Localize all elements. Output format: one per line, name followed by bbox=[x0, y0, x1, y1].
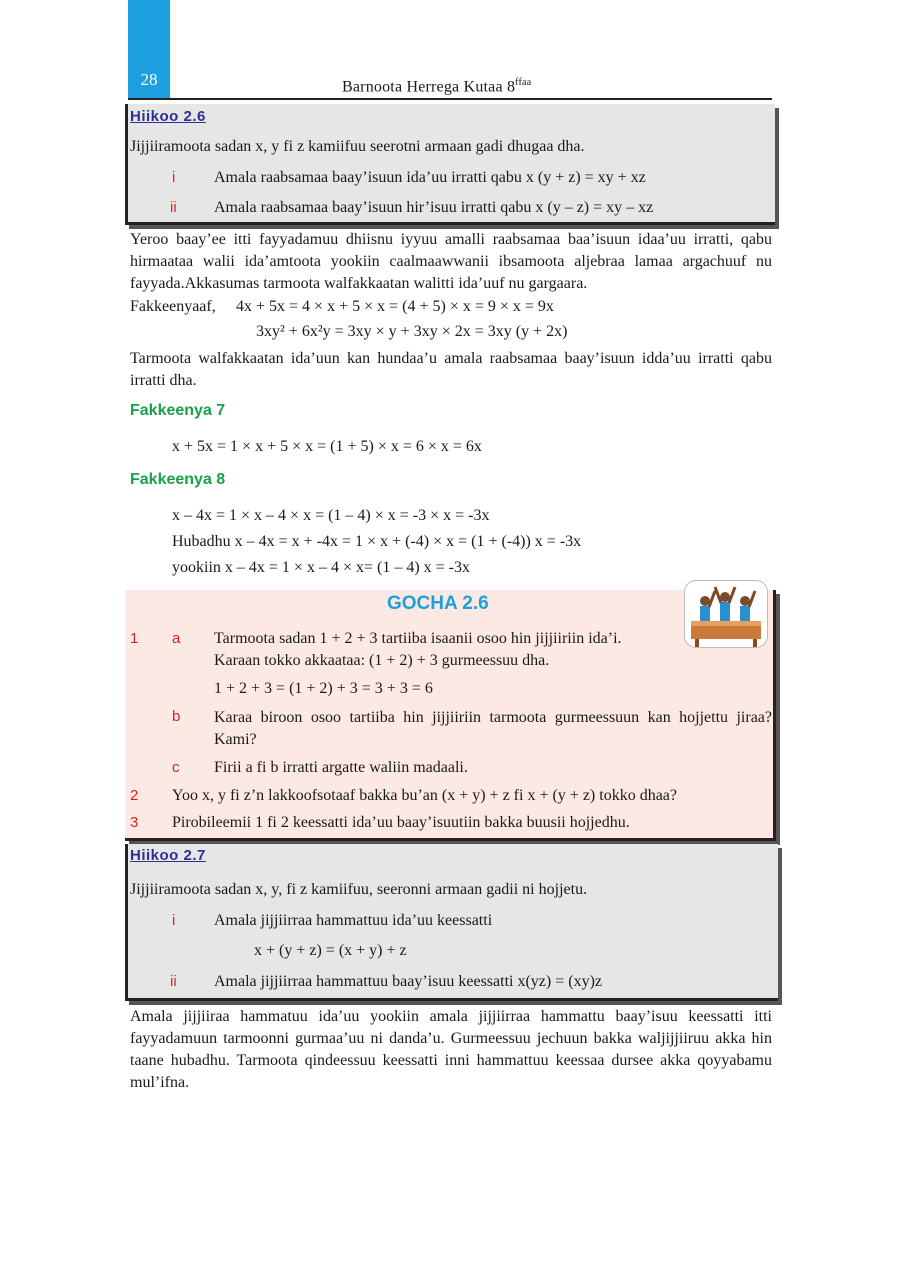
definition-intro: Jijjiiramoota sadan x, y, fi z kamiifuu, seeronni armaan gadii ni hojjetu. bbox=[130, 881, 588, 898]
item-text: Amala raabsamaa baay’isuun hir’isuu irratti qabu x (y – z) = xy – xz bbox=[214, 199, 654, 216]
question-number: 3 bbox=[130, 814, 139, 831]
item-text: Amala raabsamaa baay’isuun ida’uu irratti qabu x (y + z) = xy + xz bbox=[214, 169, 646, 186]
students-illustration-graphic bbox=[685, 581, 767, 647]
question-number: 2 bbox=[130, 787, 139, 804]
question-text: Karaan tokko akkaataa: (1 + 2) + 3 gurmeessuu dha. bbox=[214, 652, 550, 669]
item-text: Amala jijjiirraa hammattuu ida’uu keessatti bbox=[214, 912, 493, 929]
item-label: i bbox=[172, 169, 176, 186]
question-text: Pirobileemii 1 fi 2 keessatti ida’uu baay’isuutiin bakka buusii hojjedhu. bbox=[172, 814, 630, 831]
activity-title: GOCHA 2.6 bbox=[387, 593, 489, 614]
item-label: i bbox=[172, 912, 176, 929]
paragraph: Tarmoota walfakkaatan ida’uun kan hundaa’u amala raabsamaa baay’isuun idda’uu irratti qabu irratti dha. bbox=[130, 350, 772, 389]
running-title-superscript: ffaa bbox=[515, 77, 532, 88]
definition-title: Hiikoo 2.6 bbox=[130, 108, 206, 125]
example-equation: x + 5x = 1 × x + 5 × x = (1 + 5) × x = 6 × x = 6x bbox=[172, 438, 482, 455]
paragraph: Yeroo baay’ee itti fayyadamuu dhiisnu iyyuu amalli raabsamaa baa’isuun idaa’uu irratti, qabu hirmaataa walii ida’amtoota yookiin caalmaawwanii ibsamoota aljebraa lamaa argachuuf nu fayyada.Akkasumas tarmoota walfakkaatan walitti ida’uuf nu gargaara. bbox=[130, 231, 772, 292]
definition-title: Hiikoo 2.7 bbox=[130, 847, 206, 864]
question-part-label: b bbox=[172, 708, 181, 725]
item-equation: x + (y + z) = (x + y) + z bbox=[254, 942, 407, 959]
question-text: Karaa biroon osoo tartiiba hin jijjiiriin tarmoota gurmeessuun kan hojjettu jiraa? Kami? bbox=[214, 709, 772, 748]
question-number: 1 bbox=[130, 630, 139, 647]
example-equation: x – 4x = 1 × x – 4 × x = (1 – 4) × x = -3 × x = -3x bbox=[172, 507, 490, 524]
running-title-text: Barnoota Herrega Kutaa 8 bbox=[342, 78, 516, 96]
example-heading: Fakkeenya 7 bbox=[130, 402, 226, 419]
item-label: ii bbox=[170, 973, 177, 990]
paragraph: Amala jijjiiraa hammatuu ida’uu yookiin amala jijjiirraa hammattu baay’isuu keessatti itti fayyadamuun tarmoonni gurmaa’uu ni danda’u. Gurmeessuu jechuun bakka waljijjiiruu akka hin taane hubadhu. Tarmoota qindeessuu keessatti inni hammattuu keessaa dursee akka qoyyabamu mul’ifna. bbox=[130, 1008, 772, 1091]
question-text: Firii a fi b irratti argatte waliin madaali. bbox=[214, 759, 468, 776]
question-part-label: a bbox=[172, 630, 181, 647]
example-equation: 3xy² + 6x²y = 3xy × y + 3xy × 2x = 3xy (y + 2x) bbox=[256, 323, 568, 340]
example-equation: Hubadhu x – 4x = x + -4x = 1 × x + (-4) × x = (1 + (-4)) x = -3x bbox=[172, 533, 582, 550]
definition-intro: Jijjiiramoota sadan x, y fi z kamiifuu seerotni armaan gadi dhugaa dha. bbox=[130, 138, 585, 155]
question-text: Yoo x, y fi z’n lakkoofsotaaf bakka bu’an (x + y) + z fi x + (y + z) tokko dhaa? bbox=[172, 787, 677, 804]
question-part-label: c bbox=[172, 759, 180, 776]
item-text: Amala jijjiirraa hammattuu baay’isuu keessatti x(yz) = (xy)z bbox=[214, 973, 602, 990]
example-heading: Fakkeenya 8 bbox=[130, 471, 226, 488]
example-equation: 4x + 5x = 4 × x + 5 × x = (4 + 5) × x = 9 × x = 9x bbox=[236, 298, 554, 315]
item-label: ii bbox=[170, 199, 177, 216]
page-number: 28 bbox=[140, 70, 158, 89]
header-rule bbox=[128, 98, 772, 100]
students-illustration bbox=[684, 580, 768, 648]
question-text: Tarmoota sadan 1 + 2 + 3 tartiiba isaanii osoo hin jijjiiriin ida’i. bbox=[214, 630, 622, 647]
example-label: Fakkeenyaaf, bbox=[130, 298, 216, 315]
example-equation: yookiin x – 4x = 1 × x – 4 × x= (1 – 4) x = -3x bbox=[172, 559, 470, 576]
question-equation: 1 + 2 + 3 = (1 + 2) + 3 = 3 + 3 = 6 bbox=[214, 680, 433, 697]
running-title bbox=[342, 77, 531, 96]
